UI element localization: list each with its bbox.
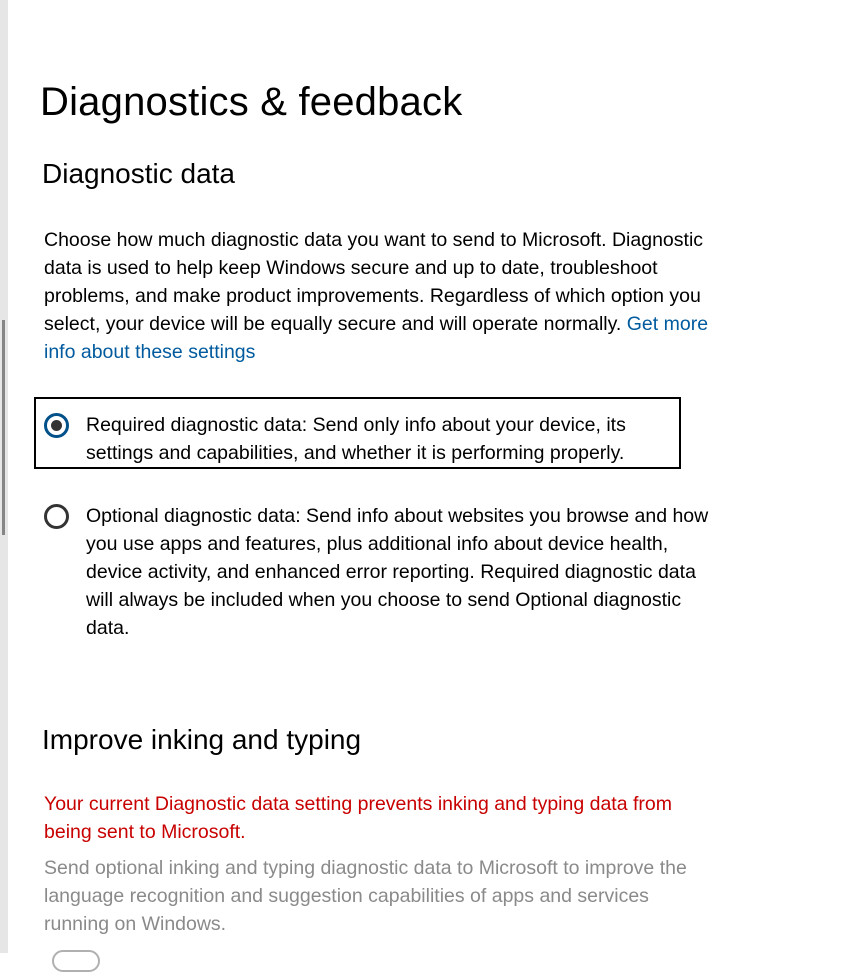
page-title: Diagnostics & feedback: [40, 80, 463, 124]
section-heading-diagnostic-data: Diagnostic data: [42, 158, 236, 189]
radio-label-required: Required diagnostic data: Send only info about your device, its settings and capabilities, and whether it is performing properly.: [86, 414, 626, 464]
radio-label-optional: Optional diagnostic data: Send info about websites you browse and how you use apps and features, plus additional info about device health, device activity, and enhanced error reporting. Required diagnostic data will always be included when you choose to send Optional diagnostic data.: [86, 505, 709, 639]
section-heading-inking-typing: Improve inking and typing: [42, 724, 362, 755]
inking-warning-text: Your current Diagnostic data setting prevents inking and typing data from being sent to Microsoft.: [44, 793, 672, 843]
more-info-link[interactable]: Get more info about these settings: [44, 313, 709, 363]
radio-unchecked-icon[interactable]: [44, 504, 69, 529]
inking-description: Send optional inking and typing diagnostic data to Microsoft to improve the language recognition and suggestion capabilities of apps and services running on Windows.: [44, 857, 687, 935]
radio-checked-icon[interactable]: [44, 413, 69, 438]
inking-typing-toggle[interactable]: [52, 950, 100, 972]
radio-optional-diagnostic-data[interactable]: [44, 502, 724, 642]
scrollbar-thumb[interactable]: [2, 320, 5, 535]
diagnostic-data-description: [44, 226, 724, 366]
radio-required-diagnostic-data[interactable]: [44, 411, 724, 467]
description-text: Choose how much diagnostic data you want to send to Microsoft. Diagnostic data is used to help keep Windows secure and up to date, troubleshoot problems, and make product improvements. Regardless of which option you select, your device will be equally secure and will operate normally.: [44, 229, 704, 335]
left-rail: [0, 0, 8, 953]
